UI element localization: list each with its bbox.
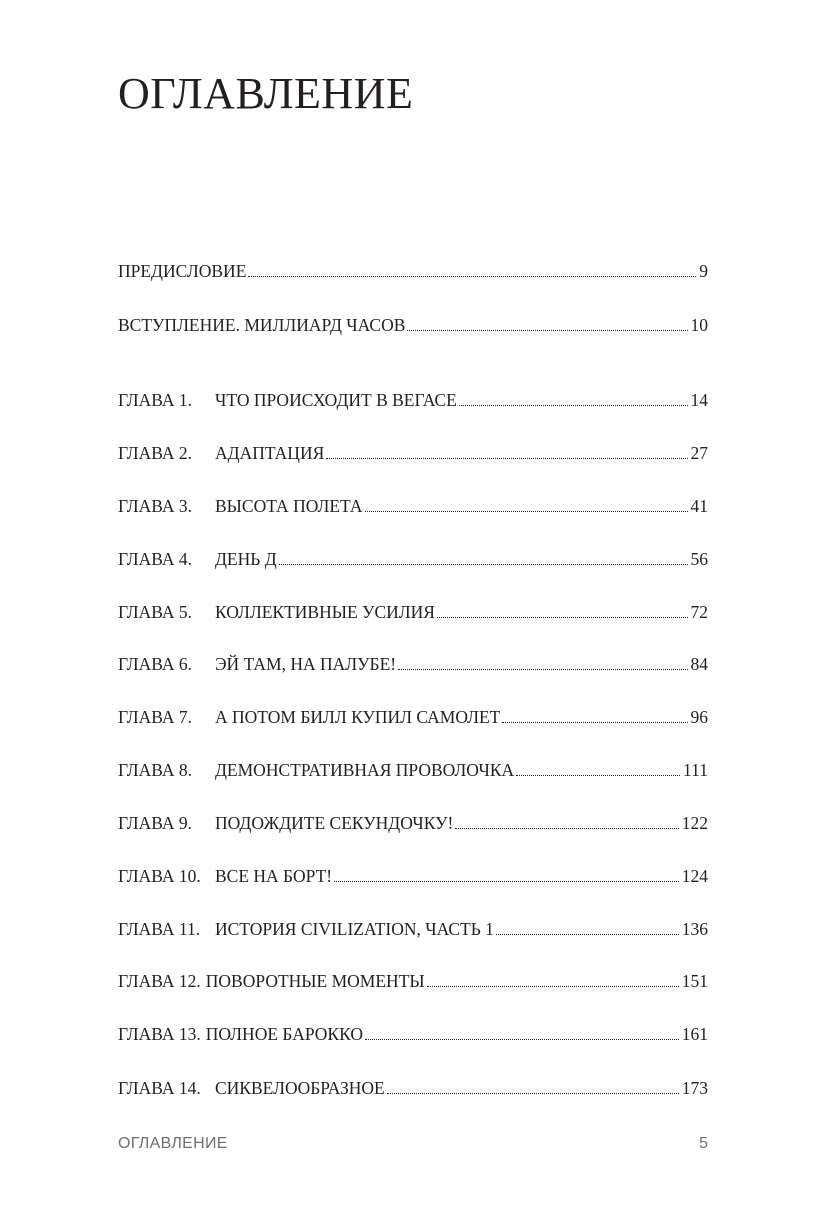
chapter-number: ГЛАВА 14.	[118, 1078, 201, 1098]
chapter-title: ПОДОЖДИТЕ СЕКУНДОЧКУ!	[215, 813, 454, 833]
chapter-title: А ПОТОМ БИЛЛ КУПИЛ САМОЛЕТ	[215, 707, 501, 727]
chapter-title: КОЛЛЕКТИВНЫЕ УСИЛИЯ	[215, 602, 435, 622]
toc-entry-chapter-4[interactable]	[118, 547, 708, 571]
toc-entry-chapter-3[interactable]	[118, 494, 708, 518]
chapter-number: ГЛАВА 9.	[118, 813, 193, 833]
toc-entry-page: 10	[690, 315, 708, 335]
toc-entry-introduction[interactable]	[118, 313, 708, 337]
chapter-number: ГЛАВА 13.	[118, 1024, 201, 1044]
chapter-title: ДЕМОНСТРАТИВНАЯ ПРОВОЛОЧКА	[215, 760, 515, 780]
running-footer-section: ОГЛАВЛЕНИЕ	[118, 1135, 228, 1152]
chapter-number: ГЛАВА 10.	[118, 866, 201, 886]
chapter-number: ГЛАВА 12.	[118, 971, 201, 991]
chapter-page: 14	[690, 390, 708, 410]
dot-leader	[248, 275, 696, 277]
chapter-number: ГЛАВА 5.	[118, 602, 193, 622]
chapter-title: ИСТОРИЯ CIVILIZATION, ЧАСТЬ 1	[215, 919, 494, 939]
toc-entry-chapter-13[interactable]	[118, 1022, 708, 1046]
chapter-page: 84	[690, 654, 708, 674]
toc-entry-title: ВСТУПЛЕНИЕ. МИЛЛИАРД ЧАСОВ	[118, 315, 406, 335]
dot-leader	[437, 616, 688, 618]
toc-entry-chapter-8[interactable]	[118, 758, 708, 782]
dot-leader	[279, 563, 688, 565]
dot-leader	[459, 404, 688, 406]
chapter-number: ГЛАВА 2.	[118, 443, 193, 463]
chapter-page: 122	[681, 813, 708, 833]
toc-entry-chapter-11[interactable]	[118, 917, 708, 941]
chapter-title: ЧТО ПРОИСХОДИТ В ВЕГАСЕ	[215, 390, 457, 410]
chapter-title: ПОЛНОЕ БАРОККО	[205, 1024, 363, 1044]
page-title: ОГЛАВЛЕНИЕ	[118, 69, 414, 118]
toc-entry-chapter-10[interactable]	[118, 864, 708, 888]
chapter-page: 161	[681, 1024, 708, 1044]
chapter-page: 72	[690, 602, 708, 622]
toc-entry-chapter-1[interactable]	[118, 388, 708, 412]
dot-leader	[365, 510, 688, 512]
dot-leader	[387, 1092, 679, 1094]
dot-leader	[427, 985, 679, 987]
chapter-page: 111	[683, 760, 708, 780]
dot-leader	[502, 721, 687, 723]
chapter-page: 56	[690, 549, 708, 569]
chapter-page: 151	[681, 971, 708, 991]
chapter-number: ГЛАВА 3.	[118, 496, 193, 516]
chapter-title: ДЕНЬ Д	[215, 549, 277, 569]
chapter-page: 136	[681, 919, 708, 939]
toc-entry-chapter-12[interactable]	[118, 969, 708, 993]
dot-leader	[326, 457, 687, 459]
dot-leader	[334, 880, 679, 882]
dot-leader	[407, 329, 687, 331]
chapter-page: 27	[690, 443, 708, 463]
dot-leader	[516, 774, 680, 776]
chapter-title: ПОВОРОТНЫЕ МОМЕНТЫ	[205, 971, 425, 991]
dot-leader	[365, 1038, 679, 1040]
chapter-title: ВСЕ НА БОРТ!	[215, 866, 333, 886]
chapter-number: ГЛАВА 8.	[118, 760, 193, 780]
chapter-page: 41	[690, 496, 708, 516]
dot-leader	[398, 668, 687, 670]
dot-leader	[455, 827, 678, 829]
toc-entry-chapter-7[interactable]	[118, 705, 708, 729]
chapter-title: ЭЙ ТАМ, НА ПАЛУБЕ!	[215, 654, 397, 674]
chapter-number: ГЛАВА 1.	[118, 390, 193, 410]
toc-entry-chapter-9[interactable]	[118, 811, 708, 835]
toc-entry-preface[interactable]	[118, 259, 708, 283]
chapter-number: ГЛАВА 7.	[118, 707, 193, 727]
chapter-number: ГЛАВА 4.	[118, 549, 193, 569]
chapter-number: ГЛАВА 11.	[118, 919, 201, 939]
dot-leader	[496, 933, 679, 935]
toc-entry-chapter-14[interactable]	[118, 1076, 708, 1100]
toc-entry-title: ПРЕДИСЛОВИЕ	[118, 261, 247, 281]
running-footer-page-number: 5	[699, 1135, 708, 1152]
chapter-number: ГЛАВА 6.	[118, 654, 193, 674]
chapter-page: 96	[690, 707, 708, 727]
chapter-title: ВЫСОТА ПОЛЕТА	[215, 496, 363, 516]
chapter-title: АДАПТАЦИЯ	[215, 443, 325, 463]
chapter-page: 124	[681, 866, 708, 886]
toc-entry-chapter-5[interactable]	[118, 600, 708, 624]
toc-entry-chapter-2[interactable]	[118, 441, 708, 465]
toc-entry-chapter-6[interactable]	[118, 652, 708, 676]
chapter-title: СИКВЕЛООБРАЗНОЕ	[215, 1078, 385, 1098]
toc-entry-page: 9	[699, 261, 708, 281]
chapter-page: 173	[681, 1078, 708, 1098]
